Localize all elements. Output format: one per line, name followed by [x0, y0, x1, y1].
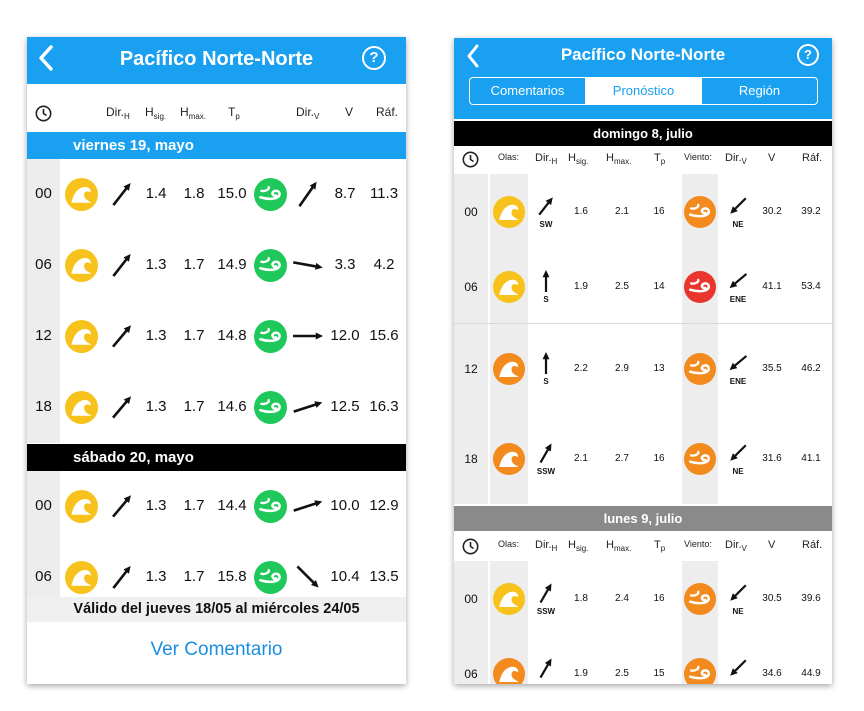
wave-icon — [65, 320, 98, 353]
wind-speed-cell: 31.6 — [762, 453, 782, 464]
wind-direction-arrow-icon — [723, 654, 753, 684]
hsig-cell: 1.8 — [574, 593, 588, 604]
header-v: V — [768, 152, 776, 164]
wave-direction-label: SSW — [536, 607, 556, 616]
tab-comentarios[interactable]: Comentarios — [470, 78, 586, 104]
wave-direction-label: S — [543, 295, 549, 304]
wind-icon — [684, 196, 716, 228]
hsig-cell: 1.4 — [145, 185, 167, 202]
tab-region[interactable]: Región — [738, 83, 781, 98]
page-title: Pacífico Norte-Norte — [560, 45, 726, 64]
tp-cell: 14.8 — [217, 327, 247, 344]
forecast-row — [27, 372, 406, 443]
clock-icon — [462, 151, 479, 168]
wave-direction-arrow-icon — [105, 318, 139, 359]
hour-cell: 00 — [35, 185, 52, 202]
hmax-cell: 2.1 — [615, 206, 629, 217]
wave-icon — [493, 658, 525, 684]
forecast-row — [27, 301, 406, 372]
hsig-cell: 1.9 — [574, 281, 588, 292]
hour-cell: 00 — [464, 205, 478, 219]
tp-cell: 14 — [653, 281, 665, 292]
hour-cell: 06 — [35, 568, 52, 585]
date-header: viernes 19, mayo — [27, 132, 406, 159]
header-hsig: $H_{sig.}$ — [568, 539, 589, 553]
wind-icon — [254, 490, 287, 523]
tp-cell: 16 — [653, 453, 665, 464]
wave-direction-arrow-icon — [105, 247, 139, 288]
header-v: V — [345, 105, 354, 119]
tp-cell: 15 — [653, 668, 665, 679]
wind-speed-cell: 8.7 — [334, 185, 356, 202]
header-olas: Olas: — [498, 539, 520, 549]
wind-direction-label: NE — [732, 467, 744, 476]
date-header: sábado 20, mayo — [27, 444, 406, 471]
segmented-tabs — [469, 77, 818, 105]
forecast-row — [454, 324, 832, 414]
hmax-cell: 2.7 — [615, 453, 629, 464]
wave-direction-arrow-icon — [105, 488, 139, 529]
wind-speed-cell: 10.4 — [330, 568, 360, 585]
wind-speed-cell: 35.5 — [762, 363, 782, 374]
wind-direction-label: ENE — [729, 295, 747, 304]
wind-icon — [684, 583, 716, 615]
hour-cell: 06 — [35, 256, 52, 273]
header-raf: Ráf. — [802, 152, 823, 164]
wave-direction-arrow-icon — [105, 176, 139, 217]
gust-cell: 39.6 — [801, 593, 821, 604]
help-icon[interactable]: ? — [362, 46, 386, 70]
hmax-cell: 1.8 — [183, 185, 205, 202]
header-dirv: $Dir._V$ — [296, 105, 320, 121]
gust-cell: 13.5 — [369, 568, 399, 585]
gust-cell: 53.4 — [801, 281, 821, 292]
date-header: lunes 9, julio — [454, 506, 832, 531]
header-raf: Ráf. — [376, 105, 399, 119]
tp-cell: 16 — [653, 206, 665, 217]
gust-cell: 16.3 — [369, 398, 399, 415]
forecast-row — [27, 159, 406, 230]
hsig-cell: 1.3 — [145, 568, 167, 585]
hour-cell: 12 — [35, 327, 52, 344]
gust-cell: 15.6 — [369, 327, 399, 344]
header-dirh: $Dir._H$ — [106, 105, 130, 121]
tp-cell: 14.6 — [217, 398, 247, 415]
wind-icon — [254, 249, 287, 282]
wind-speed-cell: 41.1 — [762, 281, 782, 292]
header-dirv: $Dir._V$ — [725, 152, 747, 166]
wind-direction-label: ENE — [729, 377, 747, 386]
gust-cell: 41.1 — [801, 453, 821, 464]
gust-cell: 44.9 — [801, 668, 821, 679]
column-header — [454, 533, 832, 559]
tp-cell: 15.0 — [217, 185, 247, 202]
hsig-cell: 1.3 — [145, 497, 167, 514]
hsig-cell: 1.6 — [574, 206, 588, 217]
clock-icon — [35, 105, 52, 122]
clock-icon — [462, 538, 479, 555]
header-hsig: $H_{sig.}$ — [145, 105, 167, 121]
wind-icon — [684, 443, 716, 475]
header-tp: $T_p$ — [654, 152, 666, 166]
header-hmax: $H_{max.}$ — [180, 105, 207, 121]
wind-direction-arrow-icon — [290, 559, 326, 600]
wave-icon — [65, 249, 98, 282]
right-phone-screen — [454, 38, 832, 684]
hsig-cell: 1.3 — [145, 398, 167, 415]
wind-speed-cell: 34.6 — [762, 668, 782, 679]
wind-icon — [684, 658, 716, 684]
hmax-cell: 2.9 — [615, 363, 629, 374]
hour-cell: 00 — [464, 592, 478, 606]
forecast-row — [454, 174, 832, 249]
page-title: Pacífico Norte-Norte — [119, 48, 314, 70]
wind-direction-arrow-icon — [290, 247, 326, 288]
header-tp: $T_p$ — [228, 105, 240, 121]
hsig-cell: 1.3 — [145, 327, 167, 344]
gust-cell: 12.9 — [369, 497, 399, 514]
hsig-cell: 1.9 — [574, 668, 588, 679]
forecast-row — [27, 471, 406, 542]
wave-icon — [65, 391, 98, 424]
hsig-cell: 2.2 — [574, 363, 588, 374]
wave-direction-label: S — [543, 377, 549, 386]
wind-direction-arrow-icon — [290, 488, 326, 529]
wind-speed-cell: 12.5 — [330, 398, 360, 415]
wind-speed-cell: 30.5 — [762, 593, 782, 604]
nav-bar — [27, 37, 406, 84]
wind-direction-arrow-icon — [290, 176, 326, 217]
header-hsig: $H_{sig.}$ — [568, 152, 589, 166]
wave-icon — [65, 178, 98, 211]
wind-icon — [254, 320, 287, 353]
header-dirh: $Dir._H$ — [535, 152, 558, 166]
wind-icon — [684, 353, 716, 385]
header-olas: Olas: — [498, 152, 520, 162]
column-header — [27, 97, 406, 127]
hmax-cell: 2.5 — [615, 668, 629, 679]
gust-cell: 4.2 — [373, 256, 395, 273]
header-viento: Viento: — [684, 539, 712, 549]
hour-cell: 06 — [464, 667, 478, 681]
hmax-cell: 2.4 — [615, 593, 629, 604]
wave-icon — [493, 271, 525, 303]
forecast-row — [454, 636, 832, 684]
date-header: domingo 8, julio — [454, 121, 832, 146]
tp-cell: 16 — [653, 593, 665, 604]
ver-comentario-button[interactable]: Ver Comentario — [27, 622, 406, 684]
header-tp: $T_p$ — [654, 539, 666, 553]
tp-cell: 14.4 — [217, 497, 247, 514]
tab-pronostico[interactable]: Pronóstico — [586, 78, 702, 104]
tp-cell: 15.8 — [217, 568, 247, 585]
help-icon[interactable]: ? — [797, 44, 819, 66]
hsig-cell: 1.3 — [145, 256, 167, 273]
wave-icon — [493, 353, 525, 385]
validity-text: Válido del jueves 18/05 al miércoles 24/05 — [27, 597, 406, 622]
header-hmax: $H_{max.}$ — [606, 539, 632, 553]
wind-speed-cell: 12.0 — [330, 327, 360, 344]
left-phone-screen — [27, 37, 406, 684]
wind-icon — [254, 561, 287, 594]
wave-icon — [493, 443, 525, 475]
tp-cell: 14.9 — [217, 256, 247, 273]
wave-direction-label: SW — [539, 220, 553, 229]
nav-bar — [454, 38, 832, 119]
hmax-cell: 1.7 — [183, 398, 205, 415]
wind-direction-label: NE — [732, 607, 744, 616]
wave-icon — [65, 490, 98, 523]
hmax-cell: 2.5 — [615, 281, 629, 292]
header-viento: Viento: — [684, 152, 712, 162]
wind-icon — [254, 178, 287, 211]
wind-speed-cell: 10.0 — [330, 497, 360, 514]
header-v: V — [768, 539, 776, 551]
gust-cell: 11.3 — [369, 185, 399, 202]
gust-cell: 46.2 — [801, 363, 821, 374]
wave-icon — [65, 561, 98, 594]
wave-direction-arrow-icon — [105, 389, 139, 430]
hsig-cell: 2.1 — [574, 453, 588, 464]
header-dirh: $Dir._H$ — [535, 539, 558, 553]
wave-icon — [493, 196, 525, 228]
forecast-row — [454, 249, 832, 324]
hmax-cell: 1.7 — [183, 327, 205, 344]
hour-cell: 00 — [35, 497, 52, 514]
tp-cell: 13 — [653, 363, 665, 374]
wind-direction-arrow-icon — [290, 318, 326, 359]
wave-icon — [493, 583, 525, 615]
wind-direction-arrow-icon — [290, 389, 326, 430]
wind-icon — [254, 391, 287, 424]
forecast-row — [454, 414, 832, 504]
wind-direction-label: NE — [732, 220, 744, 229]
column-header — [454, 146, 832, 172]
wave-direction-arrow-icon — [531, 654, 561, 684]
hmax-cell: 1.7 — [183, 497, 205, 514]
header-dirv: $Dir._V$ — [725, 539, 747, 553]
forecast-row — [27, 230, 406, 301]
hmax-cell: 1.7 — [183, 568, 205, 585]
hour-cell: 12 — [464, 362, 478, 376]
header-raf: Ráf. — [802, 539, 823, 551]
header-hmax: $H_{max.}$ — [606, 152, 632, 166]
wave-direction-arrow-icon — [105, 559, 139, 600]
hour-cell: 06 — [464, 280, 478, 294]
wave-direction-label: SSW — [536, 467, 556, 476]
forecast-row — [454, 561, 832, 636]
wind-speed-cell: 30.2 — [762, 206, 782, 217]
hour-cell: 18 — [464, 452, 478, 466]
hour-cell: 18 — [35, 398, 52, 415]
wind-icon — [684, 271, 716, 303]
gust-cell: 39.2 — [801, 206, 821, 217]
wind-speed-cell: 3.3 — [334, 256, 356, 273]
hmax-cell: 1.7 — [183, 256, 205, 273]
